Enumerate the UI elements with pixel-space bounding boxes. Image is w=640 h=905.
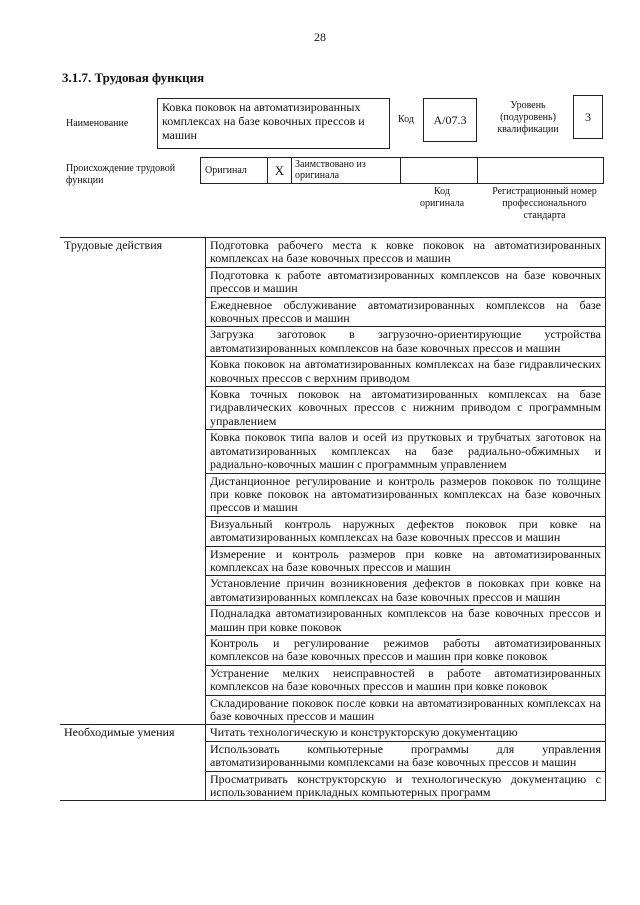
code-original-caption: Код оригинала	[419, 186, 465, 209]
origin-row	[200, 157, 604, 184]
labor-action-item: Измерение и контроль размеров при ковке на автоматизированных комплексах на базе ковочных прессов и машин	[206, 546, 606, 576]
table-row	[60, 238, 606, 268]
reg-number-cell	[477, 157, 604, 184]
name-label: Наименование	[66, 118, 129, 129]
skill-item: Читать технологическую и конструкторскую документацию	[206, 725, 606, 741]
code-value: А/07.3	[423, 98, 477, 142]
labor-action-item: Подготовка рабочего места к ковке поковок на автоматизированных комплексах на базе ковочных прессов и машин	[206, 238, 606, 268]
original-label: Оригинал	[200, 157, 268, 184]
labor-action-item: Контроль и регулирование режимов работы автоматизированных комплексов на базе ковочных прессов и машин при ковке поковок	[206, 635, 606, 665]
labor-action-item: Подготовка к работе автоматизированных комплексов на базе ковочных прессов и машин	[206, 267, 606, 297]
origin-label: Происхождение трудовой функции	[66, 163, 176, 186]
labor-action-item: Загрузка заготовок в загрузочно-ориентирующие устройства автоматизированных комплексов на базе ковочных прессов и машин	[206, 327, 606, 357]
code-original-cell	[400, 157, 478, 184]
skills-header: Необходимые умения	[60, 725, 206, 801]
page-number: 28	[314, 30, 326, 44]
code-label: Код	[398, 114, 414, 125]
labor-actions-header: Трудовые действия	[60, 238, 206, 725]
function-table	[60, 237, 606, 801]
labor-action-item: Ковка точных поковок на автоматизированных комплексах на базе гидравлических ковочных прессов с нижним приводом с программным управлением	[206, 387, 606, 430]
labor-action-item: Визуальный контроль наружных дефектов поковок при ковке на автоматизированных комплексах на базе ковочных прессов и машин	[206, 516, 606, 546]
labor-action-item: Ковка поковок на автоматизированных комплексах на базе гидравлических ковочных прессов с верхним приводом	[206, 357, 606, 387]
labor-action-item: Ковка поковок типа валов и осей из прутковых и трубчатых заготовок на автоматизированных комплексах на базе радиально-обжимных и радиально-ковочных машин с программным управлением	[206, 430, 606, 473]
reg-number-caption: Регистрационный номер профессионального стандарта	[492, 186, 597, 221]
labor-action-item: Складирование поковок после ковки на автоматизированных комплексах на базе ковочных прессов и машин	[206, 695, 606, 725]
skill-item: Просматривать конструкторскую и технологическую документацию с использованием прикладных компьютерных программ	[206, 771, 606, 801]
table-row	[60, 725, 606, 741]
section-title: 3.1.7. Трудовая функция	[62, 70, 205, 85]
borrowed-label: Заимствовано из оригинала	[291, 157, 401, 184]
original-mark: Х	[267, 157, 292, 184]
labor-action-item: Установление причин возникновения дефектов в поковках при ковке на автоматизированных комплексах на базе ковочных прессов и машин	[206, 576, 606, 606]
labor-action-item: Подналадка автоматизированных комплексов на базе ковочных прессов и машин при ковке поковок	[206, 606, 606, 636]
skill-item: Использовать компьютерные программы для управления автоматизированными комплексами на базе ковочных прессов и машин	[206, 741, 606, 771]
level-label: Уровень (подуровень) квалификации	[497, 100, 559, 135]
level-value: 3	[573, 95, 603, 139]
labor-action-item: Устранение мелких неисправностей в работе автоматизированных комплексов на базе ковочных прессов и машин при ковке поковок	[206, 665, 606, 695]
labor-action-item: Дистанционное регулирование и контроль размеров поковок по толщине при ковке поковок на автоматизированных комплексах на базе ковочных прессов и машин	[206, 473, 606, 516]
name-value: Ковка поковок на автоматизированных комплексах на базе ковочных прессов и машин	[157, 98, 390, 149]
labor-action-item: Ежедневное обслуживание автоматизированных комплексов на базе ковочных прессов и машин	[206, 297, 606, 327]
